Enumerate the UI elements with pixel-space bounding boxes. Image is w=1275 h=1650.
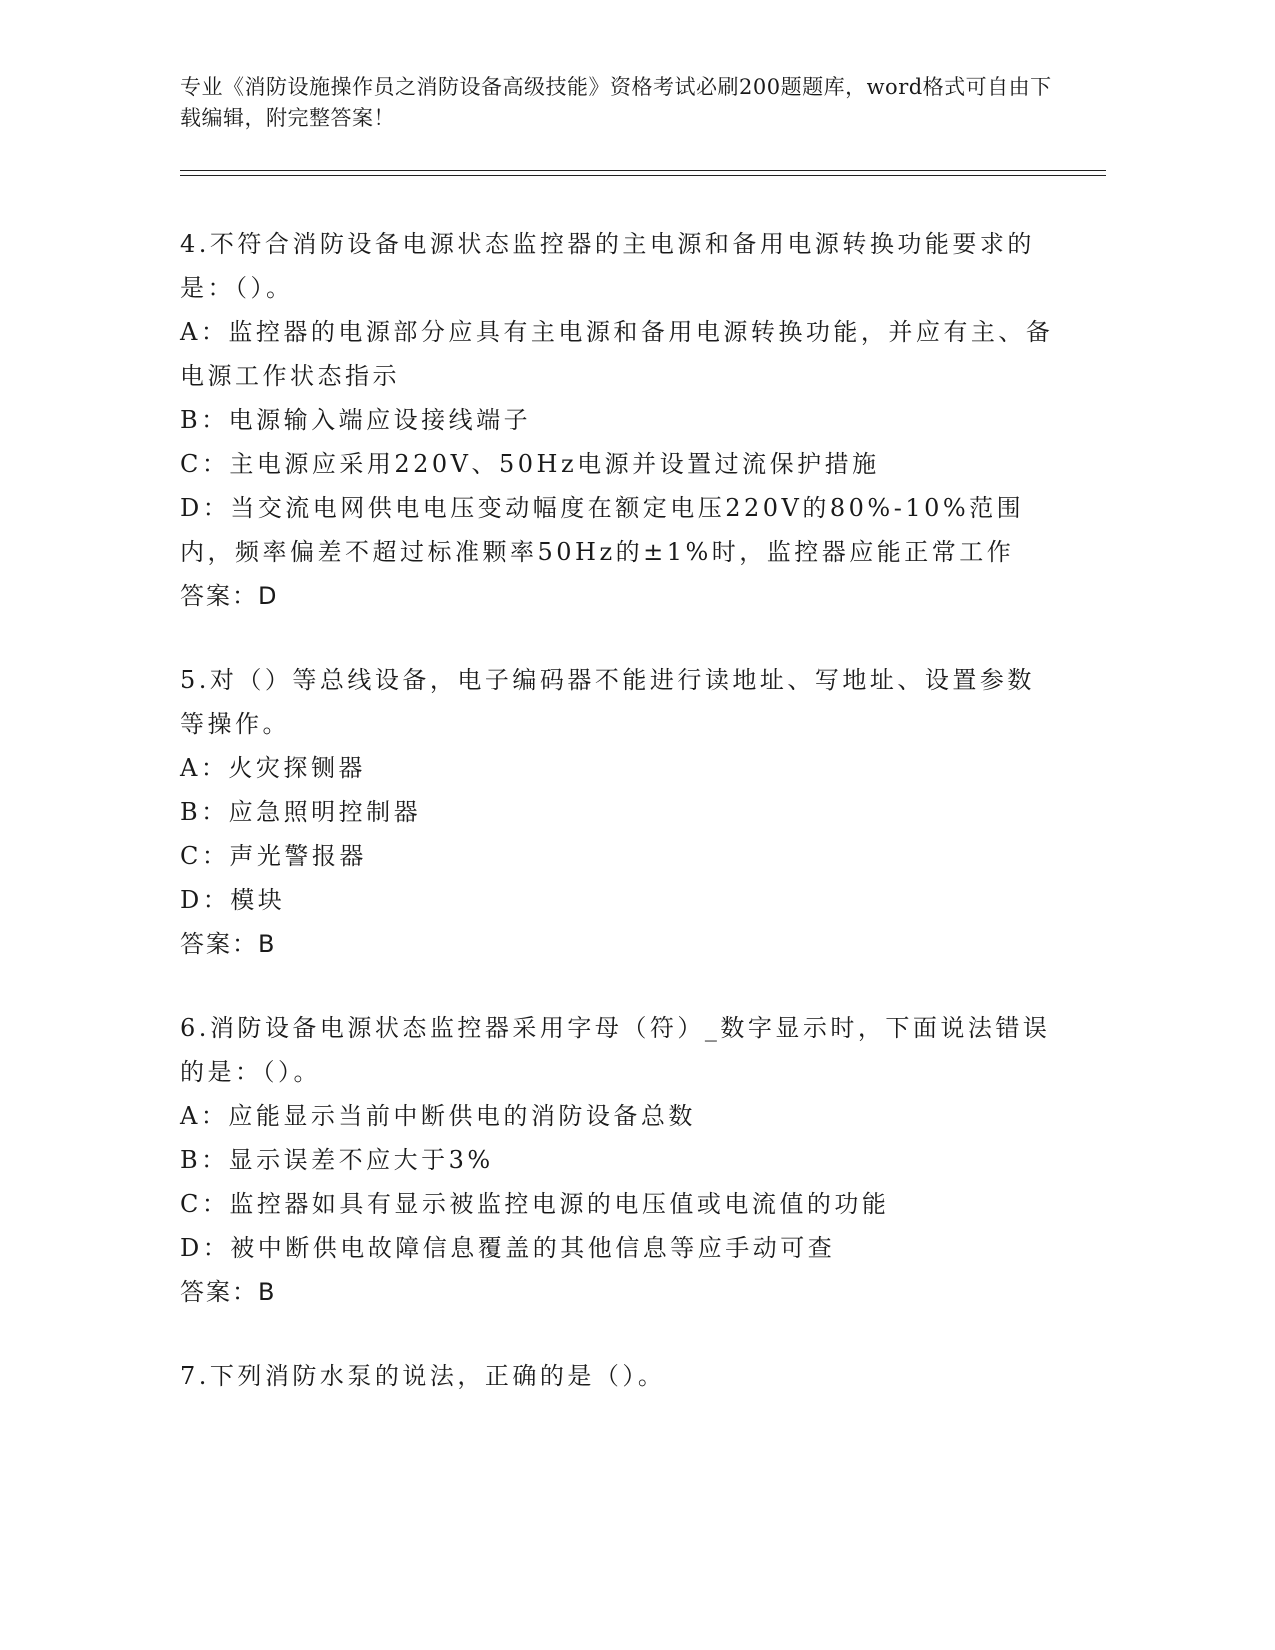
option-d: D：被中断供电故障信息覆盖的其他信息等应手动可查 xyxy=(180,1234,836,1262)
answer: 答案：B xyxy=(180,1278,277,1306)
question-list xyxy=(180,222,1060,1438)
question-4 xyxy=(180,222,1060,618)
header-divider-bottom xyxy=(180,175,1106,176)
option-c: C：主电源应采用220V、50Hz电源并设置过流保护措施 xyxy=(180,450,880,478)
question-7 xyxy=(180,1354,1060,1398)
option-b: B：显示误差不应大于3% xyxy=(180,1146,494,1174)
option-b: B：应急照明控制器 xyxy=(180,798,422,826)
document-header: 专业《消防设施操作员之消防设备高级技能》资格考试必刷200题题库，word格式可自由下载编辑，附完整答案！ xyxy=(180,75,1052,130)
option-c: C：监控器如具有显示被监控电源的电压值或电流值的功能 xyxy=(180,1190,890,1218)
question-6 xyxy=(180,1006,1060,1314)
option-a: A：监控器的电源部分应具有主电源和备用电源转换功能，并应有主、备电源工作状态指示 xyxy=(180,318,1054,390)
header-divider-top xyxy=(180,170,1106,171)
option-d: D：当交流电网供电电压变动幅度在额定电压220V的80%-10%范围内，频率偏差不超过标准颗率50Hz的±1%时，监控器应能正常工作 xyxy=(180,494,1025,566)
option-c: C：声光警报器 xyxy=(180,842,367,870)
question-stem: 4.不符合消防设备电源状态监控器的主电源和备用电源转换功能要求的是：（）。 xyxy=(180,230,1035,302)
option-a: A：应能显示当前中断供电的消防设备总数 xyxy=(180,1102,696,1130)
question-stem: 7.下列消防水泵的说法，正确的是（）。 xyxy=(180,1362,666,1390)
option-a: A：火灾探铡器 xyxy=(180,754,366,782)
answer: 答案：D xyxy=(180,582,279,610)
question-5 xyxy=(180,658,1060,966)
question-stem: 5.对（）等总线设备，电子编码器不能进行读地址、写地址、设置参数等操作。 xyxy=(180,666,1035,738)
option-d: D：模块 xyxy=(180,886,286,914)
question-stem: 6.消防设备电源状态监控器采用字母（符）_数字显示时，下面说法错误的是：（）。 xyxy=(180,1014,1051,1086)
answer: 答案：B xyxy=(180,930,277,958)
option-b: B：电源输入端应设接线端子 xyxy=(180,406,532,434)
